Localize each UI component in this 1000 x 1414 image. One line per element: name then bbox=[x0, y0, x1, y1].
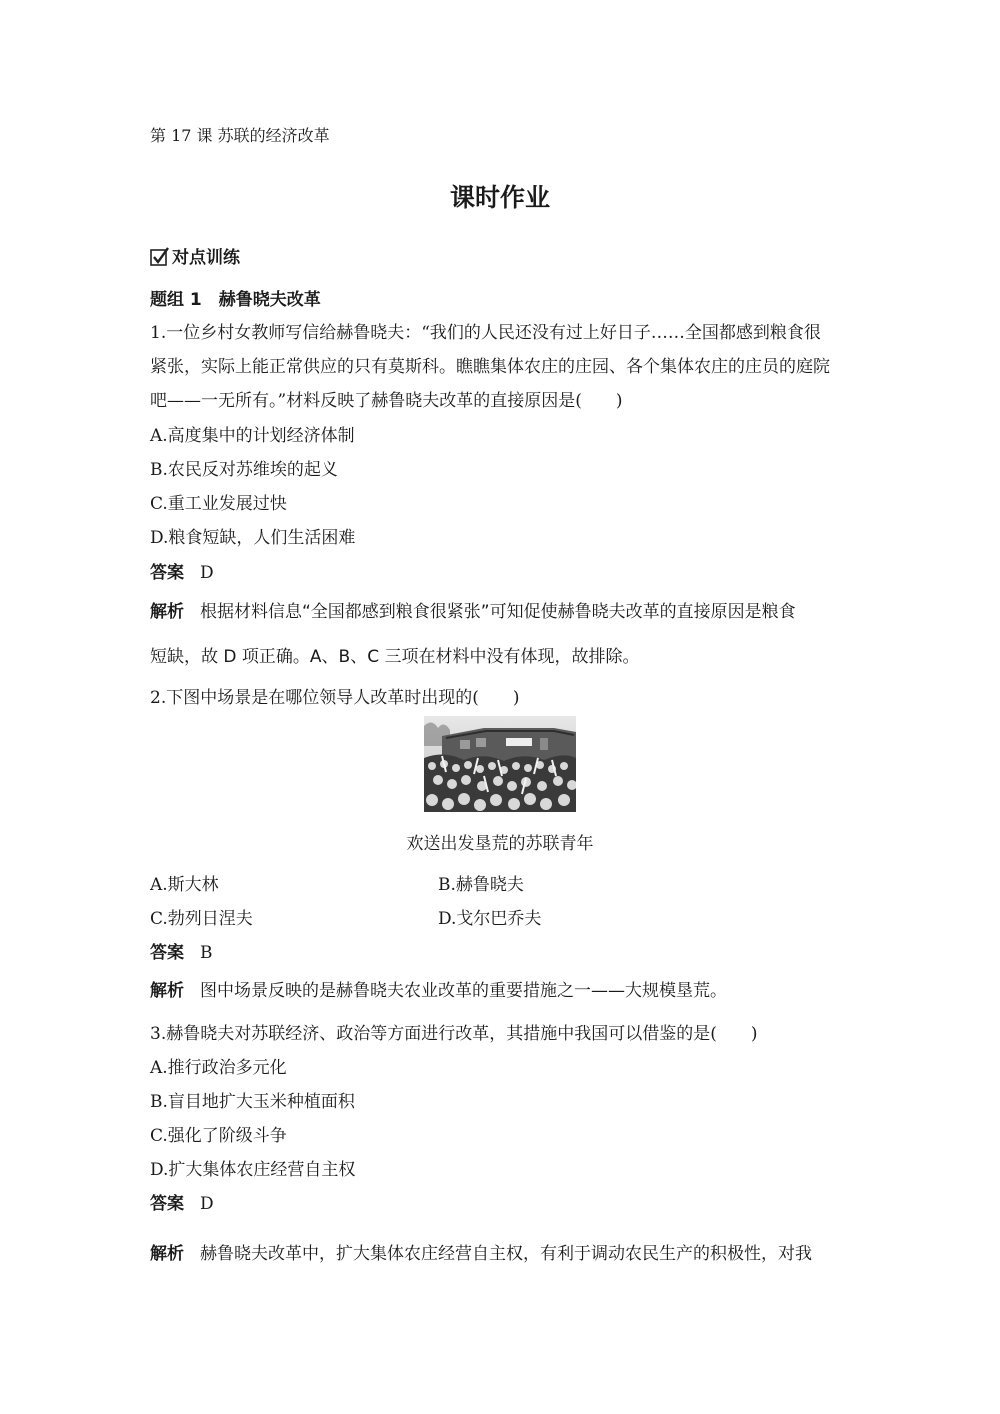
analysis-label: 解析 bbox=[150, 602, 184, 622]
q3-option-b: B.盲目地扩大玉米种植面积 bbox=[150, 1092, 355, 1112]
answer-label: 答案 bbox=[150, 943, 184, 963]
answer-value: D bbox=[200, 1194, 214, 1214]
q3-stem: 3.赫鲁晓夫对苏联经济、政治等方面进行改革，其措施中我国可以借鉴的是( ) bbox=[150, 1024, 758, 1044]
q2-stem: 2.下图中场景是在哪位领导人改革时出现的( ) bbox=[150, 688, 520, 708]
soviet-youth-photo bbox=[424, 716, 576, 812]
q1-stem-line-1: 1.一位乡村女教师写信给赫鲁晓夫：“我们的人民还没有过上好日子……全国都感到粮食很 bbox=[150, 323, 821, 343]
answer-value: B bbox=[200, 943, 213, 963]
analysis-text: 根据材料信息“全国都感到粮食很紧张”可知促使赫鲁晓夫改革的直接原因是粮食 bbox=[200, 602, 796, 622]
q2-option-c: C.勃列日涅夫 bbox=[150, 909, 253, 929]
q2-option-b: B.赫鲁晓夫 bbox=[438, 875, 524, 895]
q3-option-c: C.强化了阶级斗争 bbox=[150, 1126, 287, 1146]
q1-option-a: A.高度集中的计划经济体制 bbox=[150, 426, 355, 446]
answer-label: 答案 bbox=[150, 1194, 184, 1214]
q2-option-d: D.戈尔巴乔夫 bbox=[438, 909, 542, 929]
q2-analysis bbox=[150, 976, 727, 1001]
q3-answer bbox=[150, 1189, 214, 1214]
q1-analysis-line-2: 短缺，故 D 项正确。A、B、C 三项在材料中没有体现，故排除。 bbox=[150, 647, 640, 667]
q1-option-c: C.重工业发展过快 bbox=[150, 494, 287, 514]
page-title: 课时作业 bbox=[449, 183, 550, 212]
group-heading: 题组 1 赫鲁晓夫改革 bbox=[150, 290, 321, 310]
q1-stem-line-3: 吧——一无所有。”材料反映了赫鲁晓夫改革的直接原因是( ) bbox=[150, 391, 623, 411]
q3-analysis bbox=[150, 1239, 812, 1264]
q1-analysis-line-1 bbox=[150, 597, 796, 622]
analysis-text: 赫鲁晓夫改革中，扩大集体农庄经营自主权，有利于调动农民生产的积极性，对我 bbox=[200, 1244, 812, 1264]
answer-value: D bbox=[200, 563, 214, 583]
lesson-header: 第 17 课 苏联的经济改革 bbox=[150, 126, 330, 145]
q1-stem-line-2: 紧张，实际上能正常供应的只有莫斯科。瞧瞧集体农庄的庄园、各个集体农庄的庄员的庭院 bbox=[150, 357, 830, 377]
analysis-label: 解析 bbox=[150, 981, 184, 1001]
q1-option-b: B.农民反对苏维埃的起义 bbox=[150, 460, 338, 480]
section-heading bbox=[150, 243, 240, 268]
q2-answer bbox=[150, 938, 213, 963]
photo-caption: 欢送出发垦荒的苏联青年 bbox=[406, 834, 594, 854]
analysis-text: 图中场景反映的是赫鲁晓夫农业改革的重要措施之一——大规模垦荒。 bbox=[200, 981, 727, 1001]
q1-option-d: D.粮食短缺，人们生活困难 bbox=[150, 528, 356, 548]
q3-option-a: A.推行政治多元化 bbox=[150, 1058, 287, 1078]
answer-label: 答案 bbox=[150, 563, 184, 583]
section-label: 对点训练 bbox=[172, 248, 240, 268]
analysis-label: 解析 bbox=[150, 1244, 184, 1264]
q2-option-a: A.斯大林 bbox=[150, 875, 219, 895]
checkbox-icon bbox=[150, 247, 168, 265]
q1-answer bbox=[150, 558, 214, 583]
q3-option-d: D.扩大集体农庄经营自主权 bbox=[150, 1160, 356, 1180]
